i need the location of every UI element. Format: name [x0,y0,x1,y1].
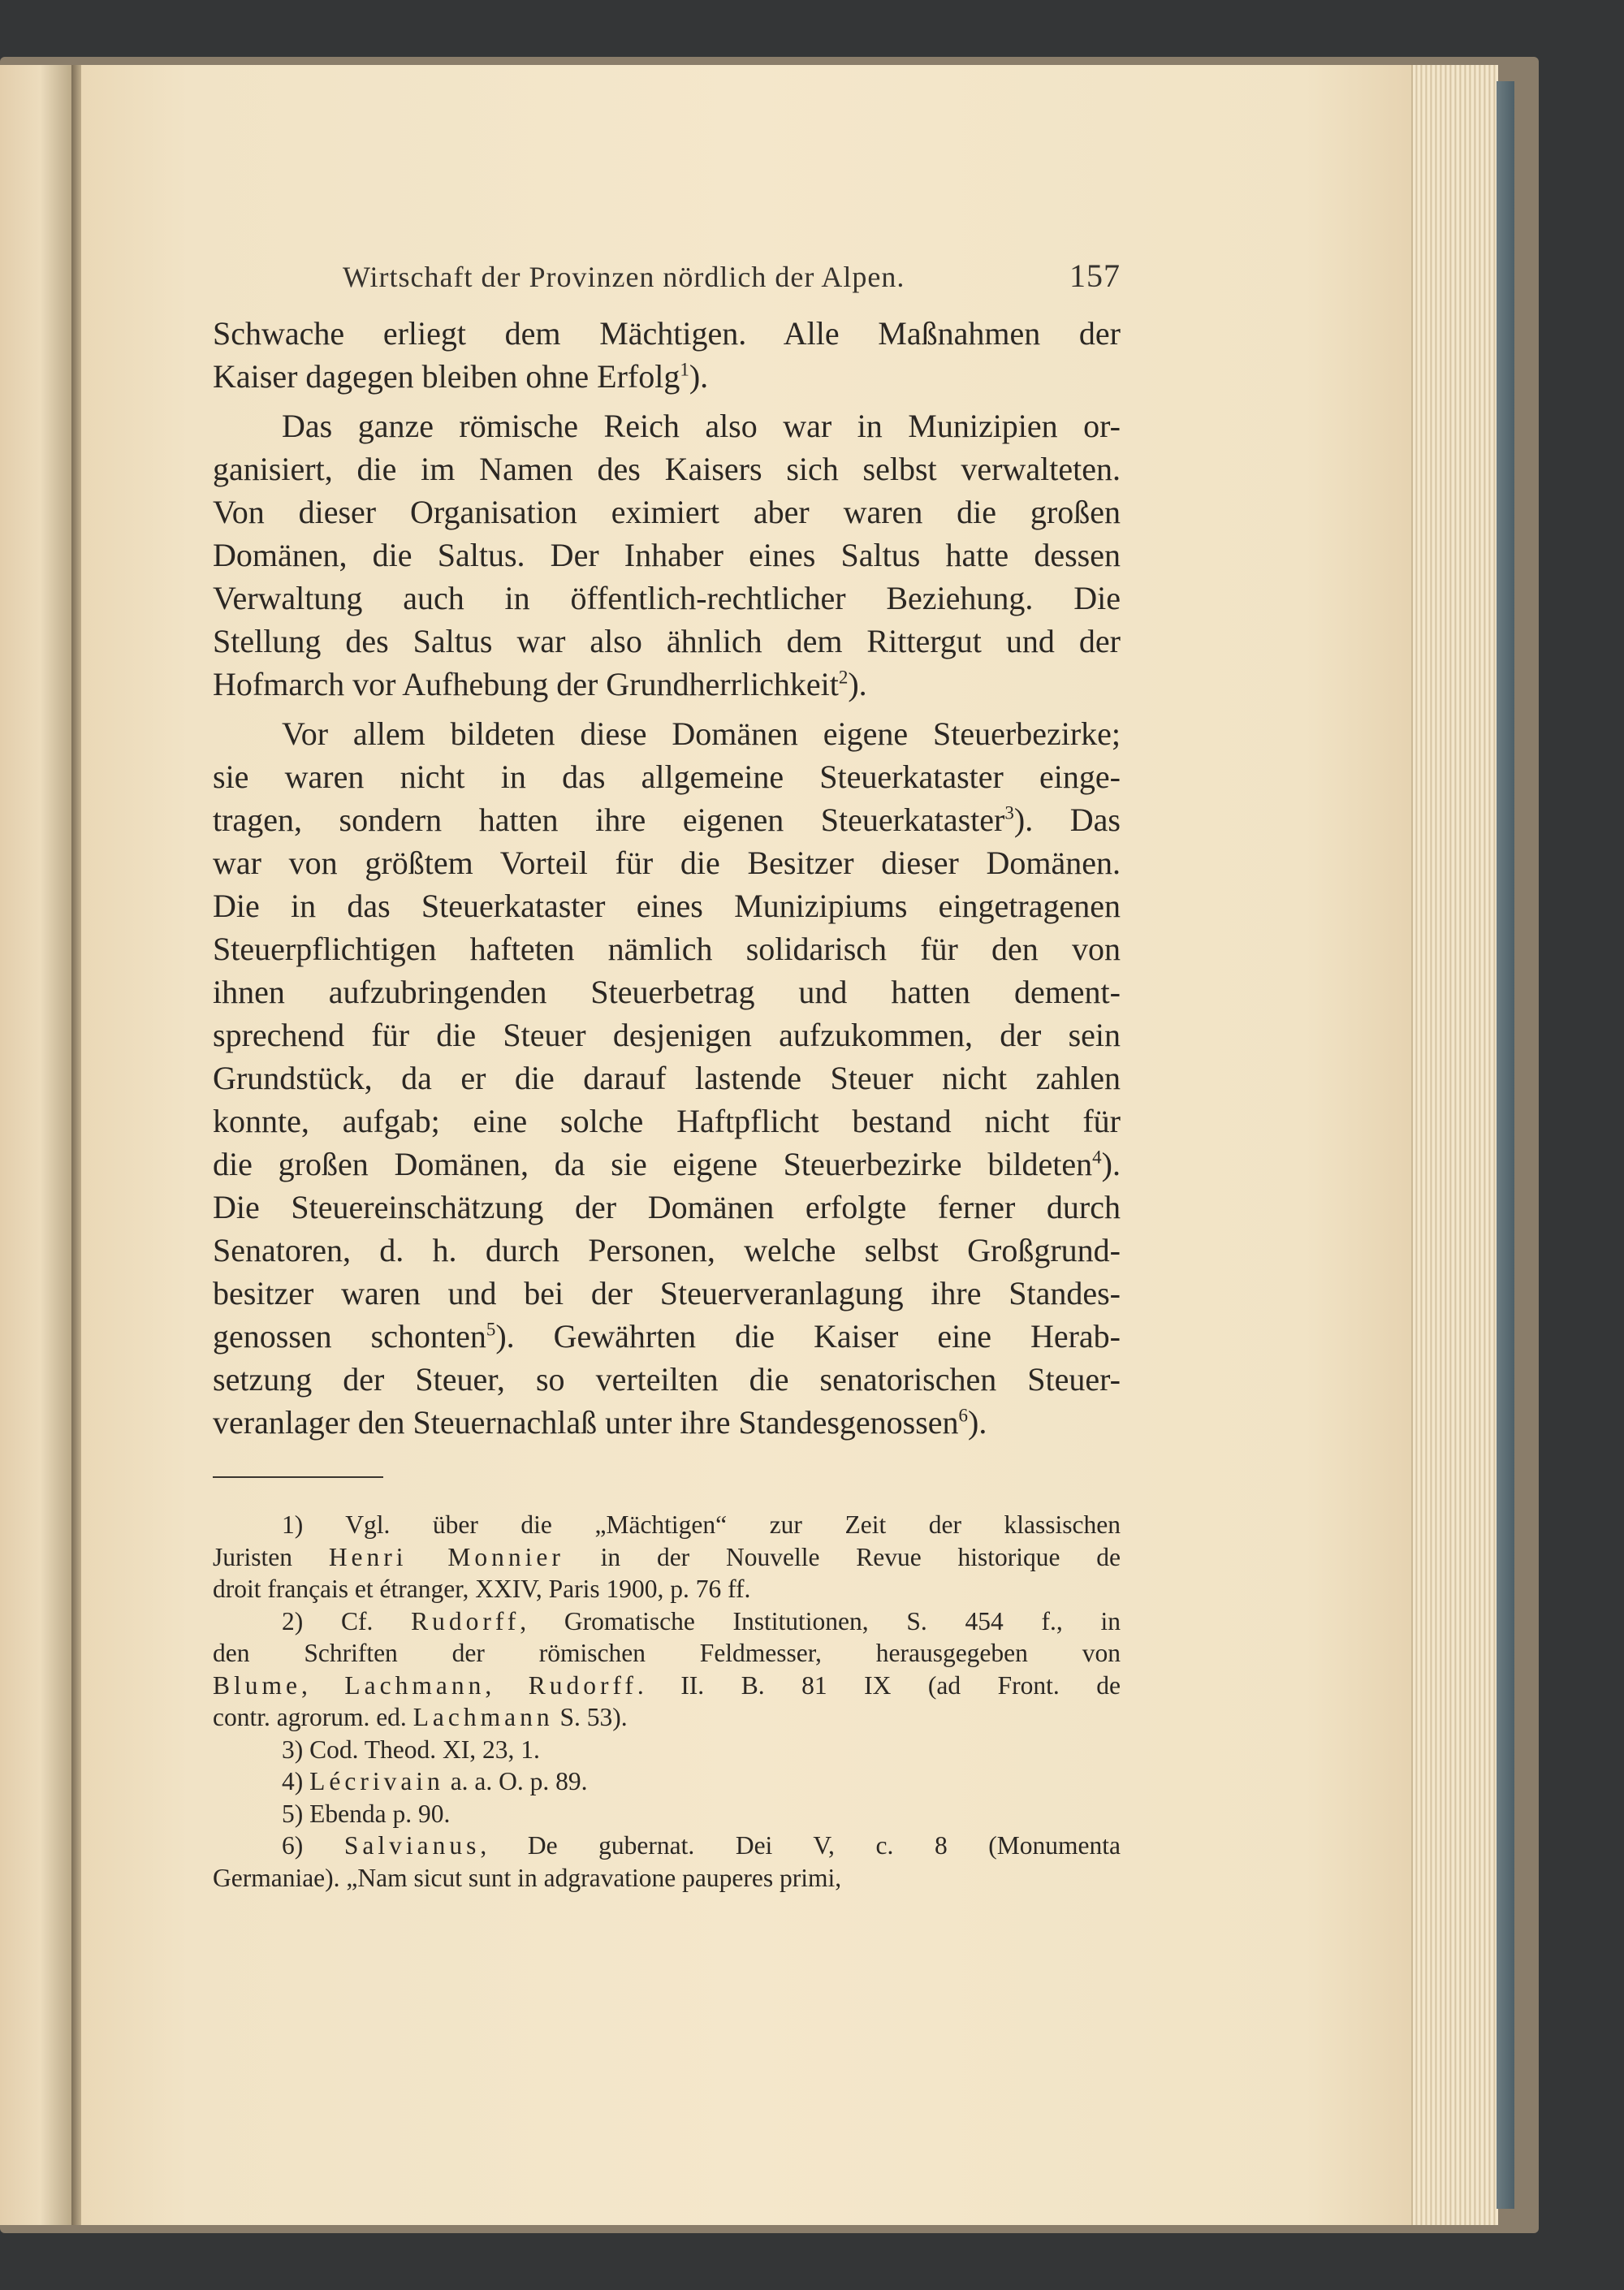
paragraph-line: ganisiert, die im Namen des Kaisers sich selbst verwalteten. [213,451,1121,487]
paragraph-line: die großen Domänen, da sie eigene Steuerbezirke bildeten$^4$). [213,1146,1121,1182]
paragraph-line: sprechend für die Steuer desjenigen aufzukommen, der sein [213,1017,1121,1053]
author-name: Rudorff [411,1606,520,1635]
author-name: Blume [213,1670,301,1700]
text-block [213,253,1121,1942]
paragraph-line: Schwache erliegt dem Mächtigen. Alle Maßnahmen der [213,315,1121,352]
paragraph-line: Von dieser Organisation eximiert aber waren die großen [213,494,1121,530]
footnote-rule [213,1476,383,1478]
footnote-line: Germaniae). „Nam sicut sunt in adgravatione pauperes primi, [213,1863,842,1892]
paragraph-line: Senatoren, d. h. durch Personen, welche selbst Großgrund- [213,1232,1121,1268]
author-name: Lachmann [344,1670,486,1700]
footnote-line: Juristen Henri Monnier in der Nouvelle Revue historique de [213,1542,1121,1571]
paragraph-line: konnte, aufgab; eine solche Haftpflicht bestand nicht für [213,1103,1121,1139]
paragraph-line: ihnen aufzubringenden Steuerbetrag und hatten dement- [213,974,1121,1010]
paragraph-line: sie waren nicht in das allgemeine Steuerkataster einge- [213,758,1121,795]
paragraph-line: Steuerpflichtigen hafteten nämlich solidarisch für den von [213,931,1121,967]
left-page-edge [0,65,73,2225]
footnote-line: den Schriften der römischen Feldmesser, herausgegeben von [213,1639,1121,1667]
running-head [213,253,1121,312]
paragraph-line: Das ganze römische Reich also war in Munizipien or- [282,408,1121,444]
footnote-ref: 3 [1004,802,1014,823]
footnote-ref: 1 [680,359,689,380]
footnote-line: 5) Ebenda p. 90. [282,1799,451,1828]
footnote-ref: 5 [486,1319,496,1340]
footnote-line: 1) Vgl. über die „Mächtigen“ zur Zeit der klassischen [282,1510,1121,1539]
footnote-line: 6) Salvianus, De gubernat. Dei V, c. 8 (Monumenta [282,1831,1121,1860]
paragraph-line: war von größtem Vorteil für die Besitzer dieser Domänen. [213,845,1121,881]
author-name: Lécrivain [309,1767,444,1795]
author-name: Salvianus [343,1831,481,1860]
paragraph-line: veranlager den Steuernachlaß unter ihre Standesgenossen$^6$). [213,1404,987,1441]
paragraph-line: Kaiser dagegen bleiben ohne Erfolg$^1$). [213,358,709,395]
page-edges [1411,65,1498,2225]
paragraph-line: Hofmarch vor Aufhebung der Grundherrlichkeit$^2$). [213,666,867,702]
footnote-ref: 4 [1092,1147,1102,1168]
footnote-line: droit français et étranger, XXIV, Paris 1900, p. 76 ff. [213,1575,751,1603]
footnote-line: contr. agrorum. ed. Lachmann S. 53). [213,1703,628,1731]
paragraph-line: Vor allem bildeten diese Domänen eigene Steuerbezirke; [282,715,1121,752]
footnote-line: 2) Cf. Rudorff, Gromatische Institutionen, S. 454 f., in [282,1606,1121,1635]
footnote-line: 3) Cod. Theod. XI, 23, 1. [282,1735,540,1764]
body-text [213,312,1121,1444]
footnote-line: 4) Lécrivain a. a. O. p. 89. [282,1767,588,1795]
paragraph-line: setzung der Steuer, so verteilten die senatorischen Steuer- [213,1361,1121,1398]
author-name: Lachmann [412,1703,554,1731]
footnote-ref: 2 [838,667,849,688]
paragraph-line: Grundstück, da er die darauf lastende Steuer nicht zahlen [213,1060,1121,1096]
paragraph-line: besitzer waren und bei der Steuerveranlagung ihre Standes- [213,1275,1121,1311]
footnotes [213,1509,1121,1894]
footnote-line: Blume, Lachmann, Rudorff. II. B. 81 IX (ad Front. de [213,1670,1121,1700]
running-head-title: Wirtschaft der Provinzen nördlich der Alpen. [343,261,905,293]
paragraph-line: Domänen, die Saltus. Der Inhaber eines Saltus hatte dessen [213,537,1121,573]
paragraph-line: Die Steuereinschätzung der Domänen erfolgte ferner durch [213,1189,1121,1225]
cover-edge [1497,81,1514,2209]
paragraph-line: genossen schonten$^5$). Gewährten die Kaiser eine Herab- [213,1318,1121,1355]
paragraph-line: Stellung des Saltus war also ähnlich dem Rittergut und der [213,623,1121,659]
paragraph-line: tragen, sondern hatten ihre eigenen Steuerkataster$^3$). Das [213,802,1121,838]
paragraph-line: Verwaltung auch in öffentlich-rechtlicher Beziehung. Die [213,580,1121,616]
page-number: 157 [1069,257,1121,294]
author-name: Rudorff [528,1670,637,1700]
paragraph-line: Die in das Steuerkataster eines Munizipiums eingetragenen [213,888,1121,924]
author-name: Henri Monnier [328,1542,564,1571]
footnote-ref: 6 [958,1405,969,1426]
